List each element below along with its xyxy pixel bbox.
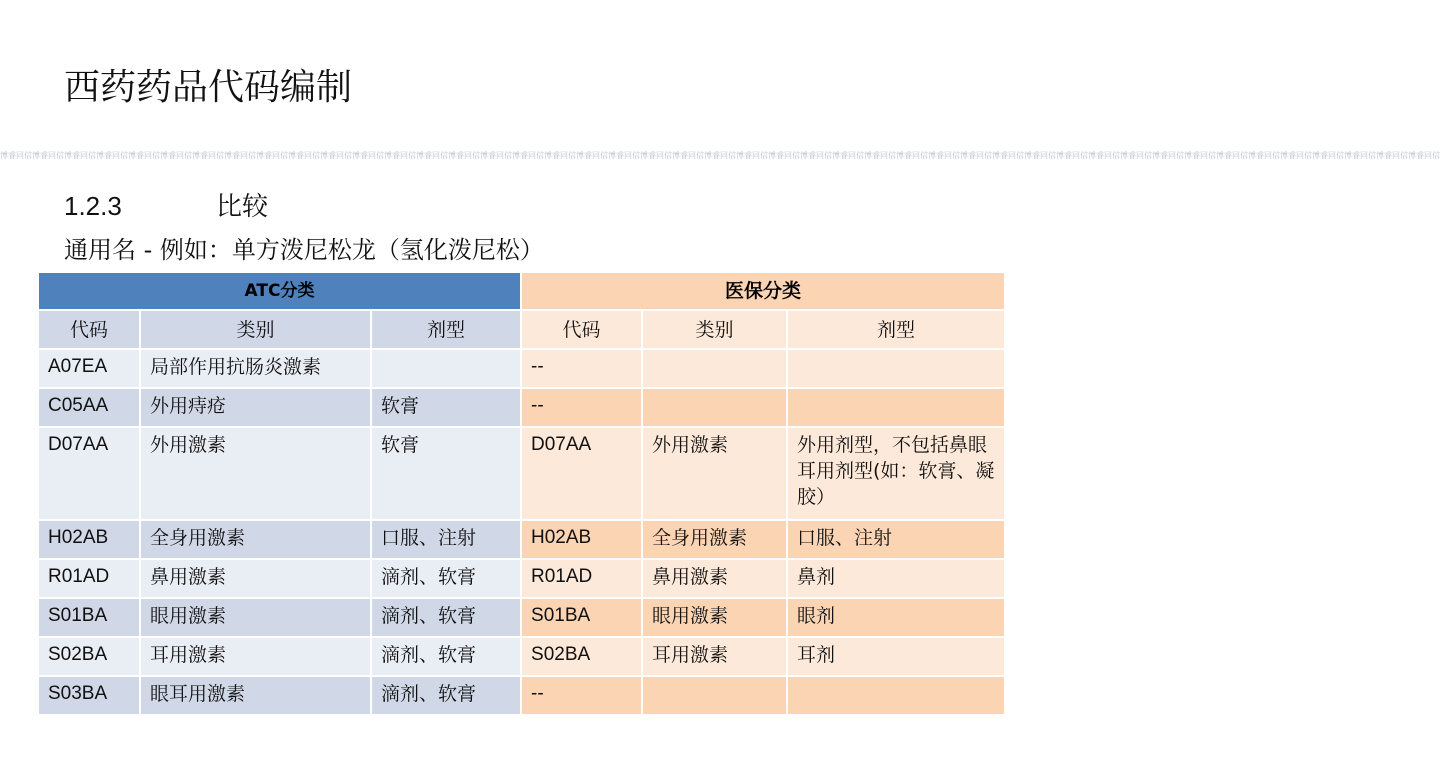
cell-atc-category: 眼耳用激素 bbox=[140, 676, 371, 715]
cell-yb-category bbox=[642, 676, 787, 715]
cell-yb-code: S02BA bbox=[521, 637, 642, 676]
section-heading bbox=[64, 186, 268, 226]
cell-yb-category: 全身用激素 bbox=[642, 520, 787, 559]
cell-atc-category: 鼻用激素 bbox=[140, 559, 371, 598]
section-number: 1.2.3 bbox=[64, 191, 122, 221]
cell-atc-form: 软膏 bbox=[371, 427, 521, 520]
col-header-atc-category: 类别 bbox=[140, 310, 371, 349]
cell-atc-form: 滴剂、软膏 bbox=[371, 637, 521, 676]
table-row bbox=[38, 349, 1005, 388]
section-title: 比较 bbox=[216, 192, 269, 222]
table-row bbox=[38, 388, 1005, 427]
cell-yb-category: 外用激素 bbox=[642, 427, 787, 520]
cell-yb-code: -- bbox=[521, 349, 642, 388]
cell-yb-category bbox=[642, 388, 787, 427]
cell-yb-form bbox=[787, 349, 1005, 388]
yb-group-header: 医保分类 bbox=[521, 272, 1005, 310]
cell-yb-code: H02AB bbox=[521, 520, 642, 559]
table-row bbox=[38, 559, 1005, 598]
cell-yb-code: D07AA bbox=[521, 427, 642, 520]
cell-yb-category: 眼用激素 bbox=[642, 598, 787, 637]
group-header-row bbox=[38, 272, 1005, 310]
cell-atc-code: S03BA bbox=[38, 676, 140, 715]
comparison-table bbox=[37, 271, 1006, 716]
table-row bbox=[38, 637, 1005, 676]
atc-group-header: ATC分类 bbox=[38, 272, 521, 310]
cell-yb-code: R01AD bbox=[521, 559, 642, 598]
col-header-yb-code: 代码 bbox=[521, 310, 642, 349]
cell-atc-form: 软膏 bbox=[371, 388, 521, 427]
cell-yb-code: -- bbox=[521, 388, 642, 427]
col-header-atc-code: 代码 bbox=[38, 310, 140, 349]
cell-atc-code: S01BA bbox=[38, 598, 140, 637]
cell-atc-form: 滴剂、软膏 bbox=[371, 598, 521, 637]
cell-yb-code: S01BA bbox=[521, 598, 642, 637]
cell-atc-category: 外用痔疮 bbox=[140, 388, 371, 427]
cell-yb-category: 鼻用激素 bbox=[642, 559, 787, 598]
cell-yb-form: 眼剂 bbox=[787, 598, 1005, 637]
cell-yb-category bbox=[642, 349, 787, 388]
cell-yb-form: 鼻剂 bbox=[787, 559, 1005, 598]
cell-atc-category: 耳用激素 bbox=[140, 637, 371, 676]
table-row bbox=[38, 520, 1005, 559]
cell-atc-form bbox=[371, 349, 521, 388]
cell-yb-form: 耳剂 bbox=[787, 637, 1005, 676]
cell-atc-code: C05AA bbox=[38, 388, 140, 427]
col-header-yb-category: 类别 bbox=[642, 310, 787, 349]
cell-atc-code: R01AD bbox=[38, 559, 140, 598]
slide-title: 西药药品代码编制 bbox=[64, 67, 353, 108]
cell-yb-form: 口服、注射 bbox=[787, 520, 1005, 559]
table-row bbox=[38, 598, 1005, 637]
cell-atc-code: H02AB bbox=[38, 520, 140, 559]
cell-atc-category: 外用激素 bbox=[140, 427, 371, 520]
cell-atc-category: 眼用激素 bbox=[140, 598, 371, 637]
cell-atc-form: 滴剂、软膏 bbox=[371, 676, 521, 715]
table-row bbox=[38, 676, 1005, 715]
generic-name-line: 通用名 - 例如：单方泼尼松龙（氢化泼尼松） bbox=[64, 236, 544, 264]
watermark-strip: 博睿同信博睿同信博睿同信博睿同信博睿同信博睿同信博睿同信博睿同信博睿同信博睿同信博睿同信博睿同信博睿同信博睿同信博睿同信博睿同信博睿同信博睿同信博睿同信博睿同信博睿同信博睿同信博睿同信博睿同信博睿同信博睿同信博睿同信博睿同信博睿同信博睿同信博睿同信博睿同信博睿同信博睿同信博睿同信博睿同信博睿同信博睿同信博睿同信博睿同信博睿同信博睿同信博睿同信博睿同信博睿同信 bbox=[0, 151, 1440, 160]
table-row bbox=[38, 427, 1005, 520]
cell-yb-form: 外用剂型，不包括鼻眼耳用剂型(如：软膏、凝胶） bbox=[787, 427, 1005, 520]
cell-atc-code: D07AA bbox=[38, 427, 140, 520]
col-header-yb-form: 剂型 bbox=[787, 310, 1005, 349]
column-header-row bbox=[38, 310, 1005, 349]
cell-atc-form: 滴剂、软膏 bbox=[371, 559, 521, 598]
cell-atc-form: 口服、注射 bbox=[371, 520, 521, 559]
cell-atc-category: 全身用激素 bbox=[140, 520, 371, 559]
cell-yb-form bbox=[787, 388, 1005, 427]
cell-atc-code: A07EA bbox=[38, 349, 140, 388]
cell-atc-category: 局部作用抗肠炎激素 bbox=[140, 349, 371, 388]
cell-yb-category: 耳用激素 bbox=[642, 637, 787, 676]
cell-atc-code: S02BA bbox=[38, 637, 140, 676]
cell-yb-code: -- bbox=[521, 676, 642, 715]
cell-yb-form bbox=[787, 676, 1005, 715]
col-header-atc-form: 剂型 bbox=[371, 310, 521, 349]
